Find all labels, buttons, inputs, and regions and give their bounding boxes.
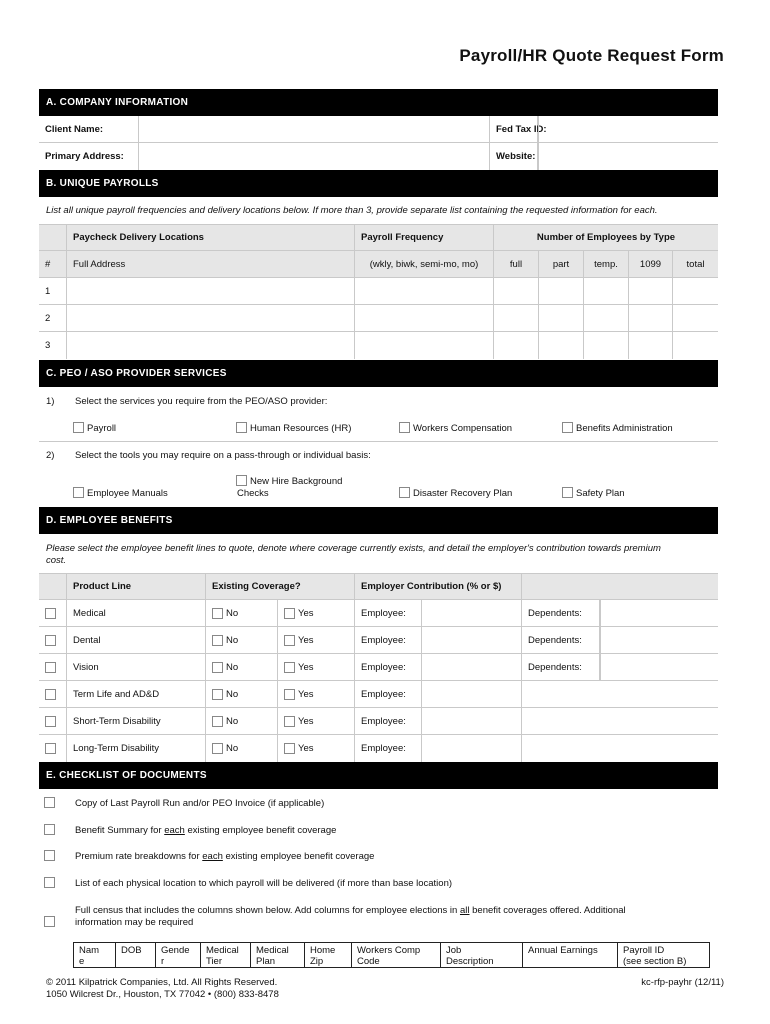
frequency-field[interactable] [355, 278, 494, 304]
safety-plan-checkbox[interactable]: Safety Plan [562, 487, 625, 499]
checkbox-icon [44, 797, 55, 808]
yes-checkbox[interactable] [284, 743, 295, 754]
website-label: Website: [490, 143, 538, 170]
col-employees-by-type: Number of Employees by Type [536, 232, 676, 243]
section-e-header: E. CHECKLIST OF DOCUMENTS [39, 762, 718, 789]
checkbox-icon [562, 422, 573, 433]
benefit-row-vision: Vision No Yes Employee: Dependents: [39, 654, 718, 681]
address-field[interactable] [67, 305, 355, 331]
checkbox-icon [236, 475, 247, 486]
benefits-admin-checkbox[interactable]: Benefits Administration [562, 422, 673, 434]
checklist-text-5b: information may be required [75, 917, 194, 928]
fed-tax-id-label: Fed Tax ID: [490, 116, 538, 142]
medical-checkbox[interactable] [45, 608, 56, 619]
col-full: full [494, 251, 539, 277]
payroll-checkbox[interactable]: Payroll [73, 422, 116, 434]
checkbox-icon [73, 422, 84, 433]
yes-checkbox[interactable] [284, 662, 295, 673]
checklist-item-locations[interactable] [44, 877, 58, 889]
footer-copyright: © 2011 Kilpatrick Companies, Ltd. All Rights Reserved. [46, 977, 278, 988]
checkbox-icon [44, 916, 55, 927]
census-col: Gende r [156, 943, 201, 967]
background-checks-label-2: Checks [237, 488, 269, 499]
dependents-label: Dependents: [522, 627, 600, 653]
dependents-field[interactable] [600, 627, 718, 653]
product-label: Dental [67, 627, 206, 653]
q2-text: Select the tools you may require on a pass-through or individual basis: [75, 450, 371, 461]
frequency-field[interactable] [355, 305, 494, 331]
checkbox-icon [44, 824, 55, 835]
census-col: Workers Comp Code [352, 943, 441, 967]
no-checkbox[interactable] [212, 608, 223, 619]
fed-tax-id-field[interactable] [538, 116, 718, 142]
employee-manuals-checkbox[interactable]: Employee Manuals [73, 487, 168, 499]
col-total: total [686, 258, 705, 270]
dependents-label: Dependents: [522, 654, 600, 680]
dental-checkbox[interactable] [45, 635, 56, 646]
col-employer-contribution: Employer Contribution (% or $) [355, 574, 522, 599]
website-field[interactable] [538, 143, 718, 170]
census-col: Annual Earnings [523, 943, 618, 967]
yes-checkbox[interactable] [284, 608, 295, 619]
payroll-row-2 [39, 305, 718, 332]
census-col: Home Zip [305, 943, 352, 967]
benefit-row-std: Short-Term Disability No Yes Employee: [39, 708, 718, 735]
census-col: Medical Plan [251, 943, 305, 967]
product-label: Long-Term Disability [67, 735, 206, 762]
yes-checkbox[interactable] [284, 689, 295, 700]
company-row-2 [39, 143, 718, 170]
no-checkbox[interactable] [212, 716, 223, 727]
employee-label: Employee: [355, 627, 422, 653]
col-part: part [539, 251, 584, 277]
hr-checkbox[interactable]: Human Resources (HR) [236, 422, 351, 434]
census-col: Job Description [441, 943, 523, 967]
q2-number: 2) [46, 450, 55, 461]
checklist-text-2: Benefit Summary for each existing employee benefit coverage [75, 825, 337, 836]
q1-text: Select the services you require from the PEO/ASO provider: [75, 396, 328, 407]
workers-comp-checkbox[interactable]: Workers Compensation [399, 422, 512, 434]
section-d-header: D. EMPLOYEE BENEFITS [39, 507, 718, 534]
no-checkbox[interactable] [212, 662, 223, 673]
checklist-text-3: Premium rate breakdowns for each existing employee benefit coverage [75, 851, 375, 862]
checkbox-icon [73, 487, 84, 498]
primary-address-label: Primary Address: [39, 143, 139, 170]
benefits-instructions-1: Please select the employee benefit lines to quote, denote where coverage currently exists, and detail the employer's contribution towards premium [46, 543, 661, 554]
company-row-1 [39, 116, 718, 143]
checkbox-icon [399, 487, 410, 498]
employee-field[interactable] [422, 681, 522, 707]
product-label: Short-Term Disability [67, 708, 206, 734]
benefit-row-ltd: Long-Term Disability No Yes Employee: [39, 735, 718, 762]
client-name-field[interactable] [139, 116, 490, 142]
employee-field[interactable] [422, 627, 522, 653]
checkbox-icon [562, 487, 573, 498]
dependents-field[interactable] [600, 654, 718, 680]
payroll-row-1 [39, 278, 718, 305]
disaster-recovery-checkbox[interactable]: Disaster Recovery Plan [399, 487, 512, 499]
dependents-field[interactable] [600, 600, 718, 626]
yes-checkbox[interactable] [284, 635, 295, 646]
employee-label: Employee: [355, 708, 422, 734]
no-checkbox[interactable] [212, 635, 223, 646]
dependents-label: Dependents: [522, 600, 600, 626]
product-label: Vision [67, 654, 206, 680]
product-label: Medical [67, 600, 206, 626]
footer-form-code: kc-rfp-payhr (12/11) [641, 977, 724, 988]
vision-checkbox[interactable] [45, 662, 56, 673]
employee-field[interactable] [422, 600, 522, 626]
checklist-item-census[interactable] [44, 916, 58, 928]
census-col: Nam e [74, 943, 116, 967]
section-c-header: C. PEO / ASO PROVIDER SERVICES [39, 360, 718, 387]
client-name-label: Client Name: [39, 116, 139, 142]
benefits-header-row [39, 573, 718, 600]
col-product-line: Product Line [67, 574, 206, 599]
std-checkbox[interactable] [45, 716, 56, 727]
footer-address: 1050 Wilcrest Dr., Houston, TX 77042 • (800) 833-8478 [46, 989, 279, 1000]
col-existing-coverage: Existing Coverage? [206, 574, 355, 599]
col-frequency-hint: (wkly, biwk, semi-mo, mo) [355, 251, 494, 277]
col-temp: temp. [584, 251, 629, 277]
primary-address-field[interactable] [139, 143, 490, 170]
payroll-header-row [39, 224, 718, 251]
checkbox-icon [44, 850, 55, 861]
address-field[interactable] [67, 278, 355, 304]
payroll-subheader-row [39, 251, 718, 278]
benefit-row-term-life: Term Life and AD&D No Yes Employee: [39, 681, 718, 708]
no-checkbox[interactable] [212, 689, 223, 700]
background-checks-checkbox[interactable]: New Hire Background [236, 475, 342, 487]
col-payroll-frequency: Payroll Frequency [355, 225, 494, 250]
payroll-instructions: List all unique payroll frequencies and delivery locations below. If more than 3, provide separate list containing the requested information for each. [46, 205, 658, 216]
yes-checkbox[interactable] [284, 716, 295, 727]
section-a-header: A. COMPANY INFORMATION [39, 89, 718, 116]
col-1099: 1099 [629, 251, 673, 277]
col-delivery-locations: Paycheck Delivery Locations [67, 225, 355, 250]
row-number: 2 [39, 305, 67, 331]
checklist-item-premium-rates[interactable] [44, 850, 58, 862]
checklist-text-1: Copy of Last Payroll Run and/or PEO Invoice (if applicable) [75, 798, 325, 809]
checkbox-icon [44, 877, 55, 888]
employee-label: Employee: [355, 735, 422, 762]
census-col: Medical Tier [201, 943, 251, 967]
benefit-row-dental: Dental No Yes Employee: Dependents: [39, 627, 718, 654]
address-field[interactable] [67, 332, 355, 359]
row-number: 3 [39, 332, 67, 359]
checklist-item-benefit-summary[interactable] [44, 824, 58, 836]
employee-field[interactable] [422, 708, 522, 734]
census-columns-table [73, 942, 710, 968]
section-b-header: B. UNIQUE PAYROLLS [39, 170, 718, 197]
census-col: Payroll ID (see section B) [623, 945, 687, 967]
benefit-row-medical: Medical No Yes Employee: Dependents: [39, 600, 718, 627]
col-full-address: Full Address [67, 251, 355, 277]
employee-label: Employee: [355, 600, 422, 626]
ltd-checkbox[interactable] [45, 743, 56, 754]
benefits-instructions-2: cost. [46, 555, 67, 566]
employee-label: Employee: [355, 654, 422, 680]
checkbox-icon [236, 422, 247, 433]
q1-number: 1) [46, 396, 55, 407]
census-col: DOB [116, 943, 156, 967]
employee-label: Employee: [355, 681, 422, 707]
product-label: Term Life and AD&D [67, 681, 206, 707]
col-number: # [39, 251, 67, 277]
no-checkbox[interactable] [212, 743, 223, 754]
checkbox-icon [399, 422, 410, 433]
term-life-checkbox[interactable] [45, 689, 56, 700]
checklist-item-payroll-run[interactable] [44, 797, 58, 809]
page-title: Payroll/HR Quote Request Form [459, 46, 724, 65]
row-number: 1 [39, 278, 67, 304]
employee-field[interactable] [422, 735, 522, 762]
checklist-text-4: List of each physical location to which payroll will be delivered (if more than base location) [75, 878, 453, 889]
employee-field[interactable] [422, 654, 522, 680]
payroll-row-3 [39, 332, 718, 359]
frequency-field[interactable] [355, 332, 494, 359]
checklist-text-5a: Full census that includes the columns shown below. Add columns for employee elections in all benefit coverages offered. Additional [75, 905, 626, 916]
